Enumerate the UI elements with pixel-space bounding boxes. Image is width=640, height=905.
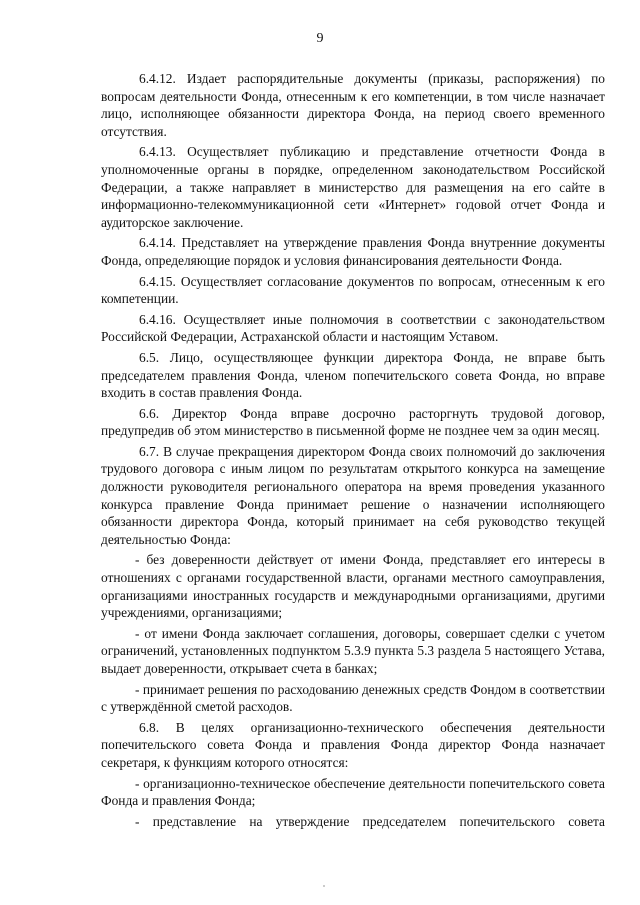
- list-item-6-7-c: - принимает решения по расходованию денежных средств Фондом в соответствии с утверждённой сметой расходов.: [101, 681, 605, 715]
- paragraph-6-4-12: 6.4.12. Издает распорядительные документы (приказы, распоряжения) по вопросам деятельности Фонда, отнесенным к его компетенции, в том числе назначает лицо, исполняющее обязанности директора Фонда, на период своего временного отсутствия.: [101, 71, 605, 139]
- scan-speck: [323, 885, 325, 887]
- paragraph-6-4-16: 6.4.16. Осуществляет иные полномочия в соответствии с законодательством Российской Федерации, Астраханской области и настоящим Уставом.: [101, 311, 605, 345]
- paragraph-6-4-15: 6.4.15. Осуществляет согласование документов по вопросам, отнесенным к его компетенции.: [101, 273, 605, 307]
- document-body: [101, 70, 605, 833]
- paragraph-6-6: 6.6. Директор Фонда вправе досрочно расторгнуть трудовой договор, предупредив об этом министерство в письменной форме не позднее чем за один месяц.: [101, 405, 605, 439]
- list-item-6-7-b: - от имени Фонда заключает соглашения, договоры, совершает сделки с учетом ограничений, установленных подпунктом 5.3.9 пункта 5.3 раздела 5 настоящего Устава, выдает доверенности, открывает счета в банках;: [101, 625, 605, 676]
- paragraph-6-4-14: 6.4.14. Представляет на утверждение правления Фонда внутренние документы Фонда, определяющие порядок и условия финансирования деятельности Фонда.: [101, 235, 605, 268]
- paragraph-6-8: 6.8. В целях организационно-технического обеспечения деятельности попечительского совета Фонда и правления Фонда директор Фонда назначает секретаря, к функциям которого относятся:: [101, 719, 605, 770]
- paragraph-6-4-13: 6.4.13. Осуществляет публикацию и представление отчетности Фонда в уполномоченные органы в порядке, определенном законодательством Российской Федерации, а также направляет в министерство для размещения на его сайте в информационно-телекоммуникационной сети «Интернет» годовой отчет Фонда и аудиторское заключение.: [101, 144, 605, 230]
- list-item-6-8-b: - представление на утверждение председателем попечительского совета: [135, 813, 605, 829]
- page-number: 9: [316, 31, 324, 46]
- paragraph-6-5: 6.5. Лицо, осуществляющее функции директора Фонда, не вправе быть председателем правления Фонда, членом попечительского совета Фонда, но вправе входить в состав правления Фонда.: [101, 349, 605, 401]
- paragraph-6-7: 6.7. В случае прекращения директором Фонда своих полномочий до заключения трудового договора с иным лицом по результатам открытого конкурса на замещение должности руководителя регионального оператора на время проведения указанного конкурса правление Фонда принимает решение о назначении исполняющего обязанности директора Фонда, который принимает на себя руководство текущей деятельностью Фонда:: [101, 443, 605, 547]
- list-item-6-8-a: - организационно-техническое обеспечение деятельности попечительского совета Фонда и правления Фонда;: [101, 775, 605, 809]
- list-item-6-7-a: - без доверенности действует от имени Фонда, представляет его интересы в отношениях с органами государственной власти, органами местного самоуправления, организациями иностранных государств и международными организациями, другими учреждениями, организациями;: [101, 552, 605, 621]
